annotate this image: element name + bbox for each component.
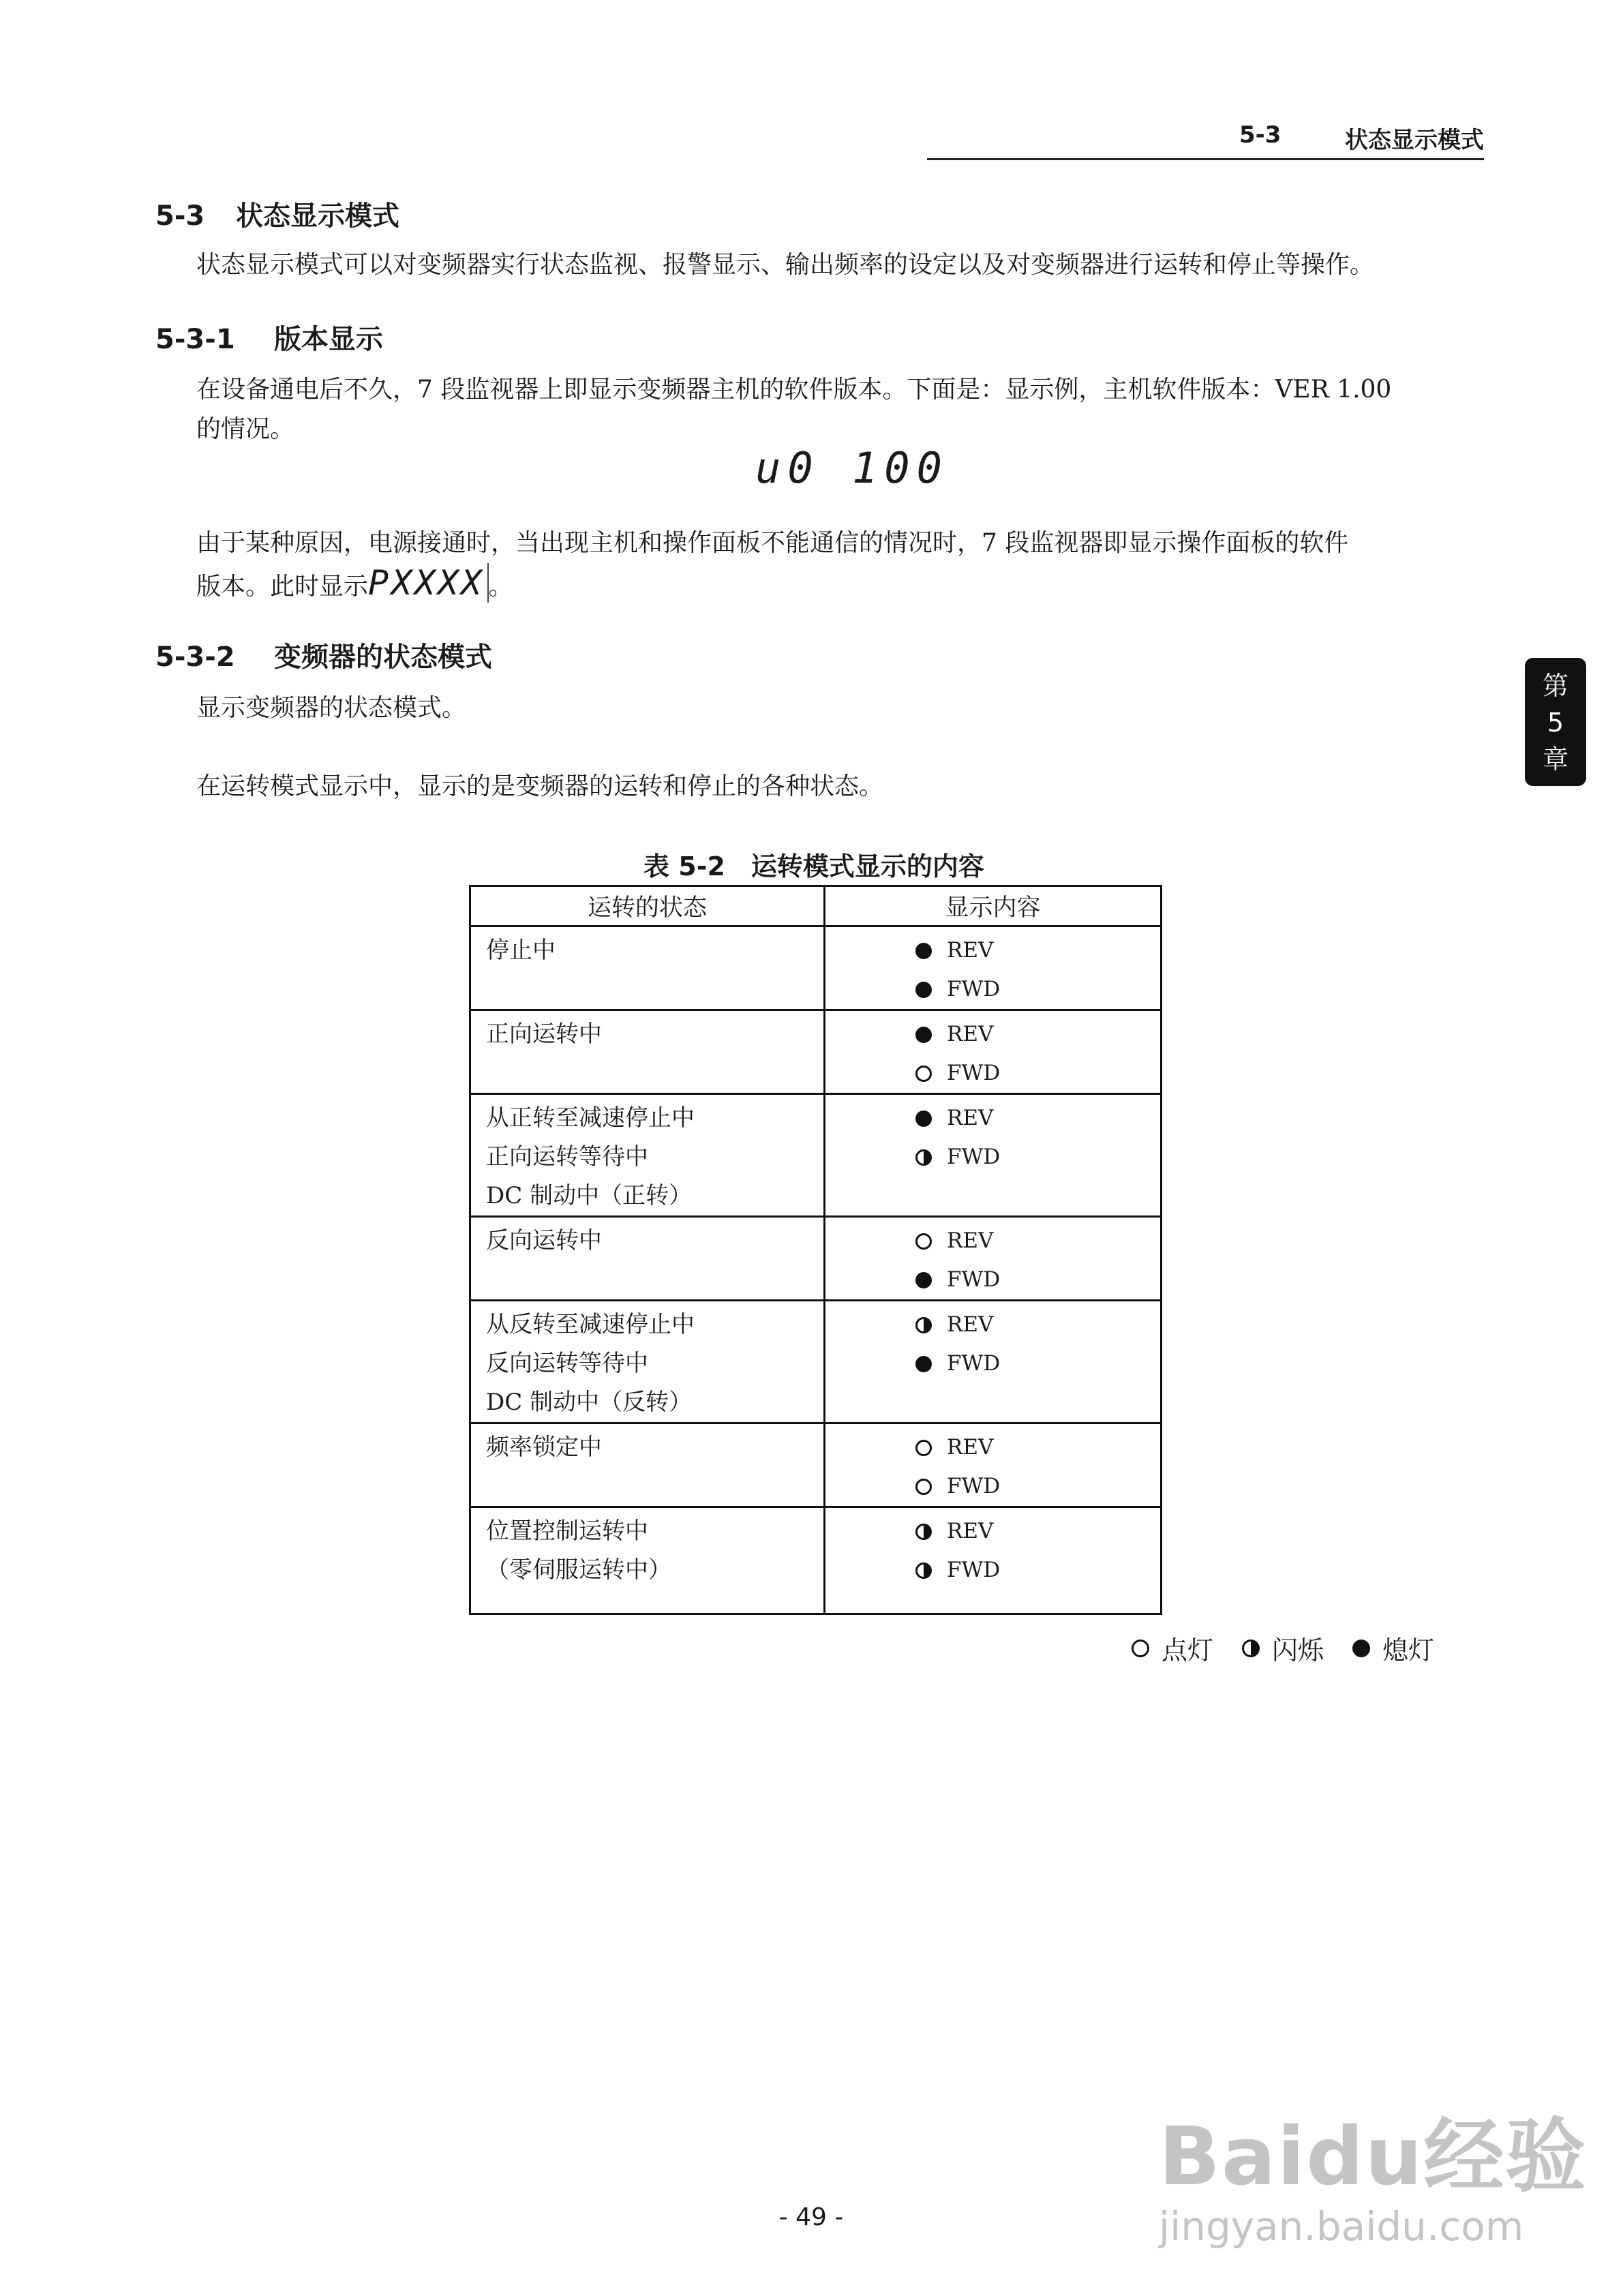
table-row [470, 1507, 1162, 1614]
fwd-indicator [825, 1138, 1160, 1177]
display-cell [825, 1094, 1162, 1217]
rev-indicator [825, 931, 1160, 970]
lamp-blink-icon [915, 1524, 932, 1540]
legend-blink-label: 闪烁 [1272, 1635, 1324, 1665]
state-line: 正向运转中 [486, 1021, 602, 1048]
header-section-number: 5-3 [1239, 121, 1281, 149]
fwd-label: FWD [947, 1145, 1001, 1169]
state-cell [470, 1217, 825, 1301]
seven-segment-version-display: u0 100 [755, 443, 949, 493]
version-para-2-suffix: 。 [488, 573, 513, 601]
state-line: 频率锁定中 [486, 1434, 602, 1461]
watermark-brand: Baidu经验 [1159, 2109, 1588, 2203]
state-para-2: 在运转模式显示中，显示的是变频器的运转和停止的各种状态。 [196, 772, 884, 800]
fwd-indicator [825, 1054, 1160, 1093]
table-row [470, 1301, 1162, 1423]
rev-indicator [825, 1099, 1160, 1138]
table-row [470, 926, 1162, 1010]
state-line: 反向运转中 [486, 1227, 602, 1254]
section-number: 5-3 [155, 200, 205, 232]
version-para-2-line-2 [196, 563, 1486, 607]
seven-segment-panel-code: PXXXX [368, 563, 489, 603]
state-cell [470, 1423, 825, 1507]
lamp-on-icon [915, 1440, 932, 1456]
lamp-blink-icon [1242, 1640, 1260, 1657]
lamp-off-icon [915, 1111, 932, 1127]
state-cell [470, 1094, 825, 1217]
lamp-on-icon [915, 1233, 932, 1250]
rev-indicator [825, 1512, 1160, 1551]
page-number: - 49 - [778, 2203, 844, 2231]
chapter-tab [1525, 658, 1586, 786]
rev-indicator [825, 1222, 1160, 1260]
rev-indicator [825, 1428, 1160, 1467]
lamp-blink-icon [915, 1317, 932, 1333]
rev-indicator [825, 1305, 1160, 1344]
section-title: 状态显示模式 [236, 200, 399, 232]
section-heading [155, 194, 399, 233]
rev-label: REV [947, 1519, 994, 1543]
display-cell [825, 1010, 1162, 1094]
fwd-label: FWD [947, 1061, 1001, 1085]
lamp-off-icon [915, 1356, 932, 1372]
rev-label: REV [947, 1228, 994, 1253]
state-line: 反向运转等待中 [486, 1350, 648, 1377]
state-line: 位置控制运转中 [486, 1517, 648, 1545]
display-cell [825, 1423, 1162, 1507]
subsection-version-heading [155, 318, 383, 357]
header-section-title: 状态显示模式 [1345, 127, 1484, 154]
table-header-row [470, 886, 1162, 926]
subsection-state-title: 变频器的状态模式 [274, 641, 492, 673]
rev-indicator [825, 1015, 1160, 1054]
fwd-label: FWD [947, 1474, 1001, 1498]
fwd-indicator [825, 970, 1160, 1009]
lamp-off-icon [915, 943, 932, 959]
fwd-indicator [825, 1551, 1160, 1590]
table-caption: 表 5-2 运转模式显示的内容 [643, 851, 984, 881]
fwd-indicator [825, 1260, 1160, 1299]
subsection-version-title: 版本显示 [274, 324, 383, 355]
version-para-2 [196, 524, 1486, 607]
rev-label: REV [947, 1435, 994, 1460]
display-cell [825, 1217, 1162, 1301]
subsection-version-number: 5-3-1 [155, 324, 235, 355]
chapter-tab-line-2: 5 [1547, 708, 1564, 738]
legend-off [1352, 1629, 1434, 1667]
legend-blink [1242, 1629, 1324, 1667]
rev-label: REV [947, 1312, 994, 1337]
lamp-legend [1132, 1629, 1434, 1667]
lamp-blink-icon [915, 1149, 932, 1166]
lamp-off-icon [915, 1272, 932, 1288]
subsection-state-heading [155, 635, 492, 674]
state-line: 从正转至减速停止中 [486, 1104, 695, 1132]
display-cell [825, 926, 1162, 1010]
lamp-on-icon [915, 1066, 932, 1082]
fwd-label: FWD [947, 977, 1001, 1001]
chapter-tab-line-1: 第 [1542, 671, 1568, 701]
lamp-on-icon [1132, 1640, 1149, 1657]
fwd-label: FWD [947, 1351, 1001, 1376]
state-cell [470, 1507, 825, 1614]
table-row [470, 1423, 1162, 1507]
version-para-2-line-1: 由于某种原因，电源接通时，当出现主机和操作面板不能通信的情况时，7 段监视器即显示操作面板的软件 [196, 529, 1349, 557]
chapter-tab-line-3: 章 [1542, 744, 1568, 774]
state-line: （零伺服运转中） [486, 1556, 671, 1584]
lamp-blink-icon [915, 1562, 932, 1579]
state-line: DC 制动中（反转） [486, 1389, 693, 1416]
version-para-2-prefix: 版本。此时显示 [196, 573, 369, 601]
version-para-1-line-1: 在设备通电后不久，7 段监视器上即显示变频器主机的软件版本。下面是：显示例，主机软件版本：VER 1.00 [196, 376, 1392, 404]
version-para-1-line-2: 的情况。 [196, 415, 295, 443]
display-cell [825, 1507, 1162, 1614]
display-cell [825, 1301, 1162, 1423]
state-cell [470, 1010, 825, 1094]
fwd-indicator [825, 1344, 1160, 1383]
lamp-off-icon [1352, 1640, 1370, 1657]
table-row [470, 1217, 1162, 1301]
subsection-state-number: 5-3-2 [155, 641, 235, 673]
fwd-indicator [825, 1467, 1160, 1506]
lamp-off-icon [915, 982, 932, 998]
state-line: 停止中 [486, 937, 556, 964]
state-line: 从反转至减速停止中 [486, 1311, 695, 1338]
state-cell [470, 926, 825, 1010]
rev-label: REV [947, 938, 994, 963]
baidu-watermark [1159, 2091, 1588, 2250]
fwd-label: FWD [947, 1267, 1001, 1292]
legend-on [1132, 1629, 1213, 1667]
section-intro: 状态显示模式可以对变频器实行状态监视、报警显示、输出频率的设定以及对变频器进行运转和停止等操作。 [196, 251, 1375, 279]
header-state: 运转的状态 [470, 886, 825, 926]
state-line: 正向运转等待中 [486, 1143, 648, 1170]
rev-label: REV [947, 1022, 994, 1046]
table-row [470, 1010, 1162, 1094]
version-para-1 [196, 370, 1486, 449]
legend-on-label: 点灯 [1162, 1635, 1214, 1665]
header-display: 显示内容 [825, 886, 1162, 926]
state-cell [470, 1301, 825, 1423]
operation-mode-table [469, 885, 1162, 1615]
state-para-1: 显示变频器的状态模式。 [196, 694, 467, 722]
running-header [927, 116, 1484, 160]
lamp-on-icon [915, 1479, 932, 1495]
table-row [470, 1094, 1162, 1217]
rev-label: REV [947, 1106, 994, 1130]
watermark-url: jingyan.baidu.com [1159, 2203, 1524, 2250]
lamp-off-icon [915, 1027, 932, 1043]
legend-off-label: 熄灯 [1382, 1635, 1435, 1665]
state-line: DC 制动中（正转） [486, 1182, 693, 1209]
fwd-label: FWD [947, 1558, 1001, 1582]
